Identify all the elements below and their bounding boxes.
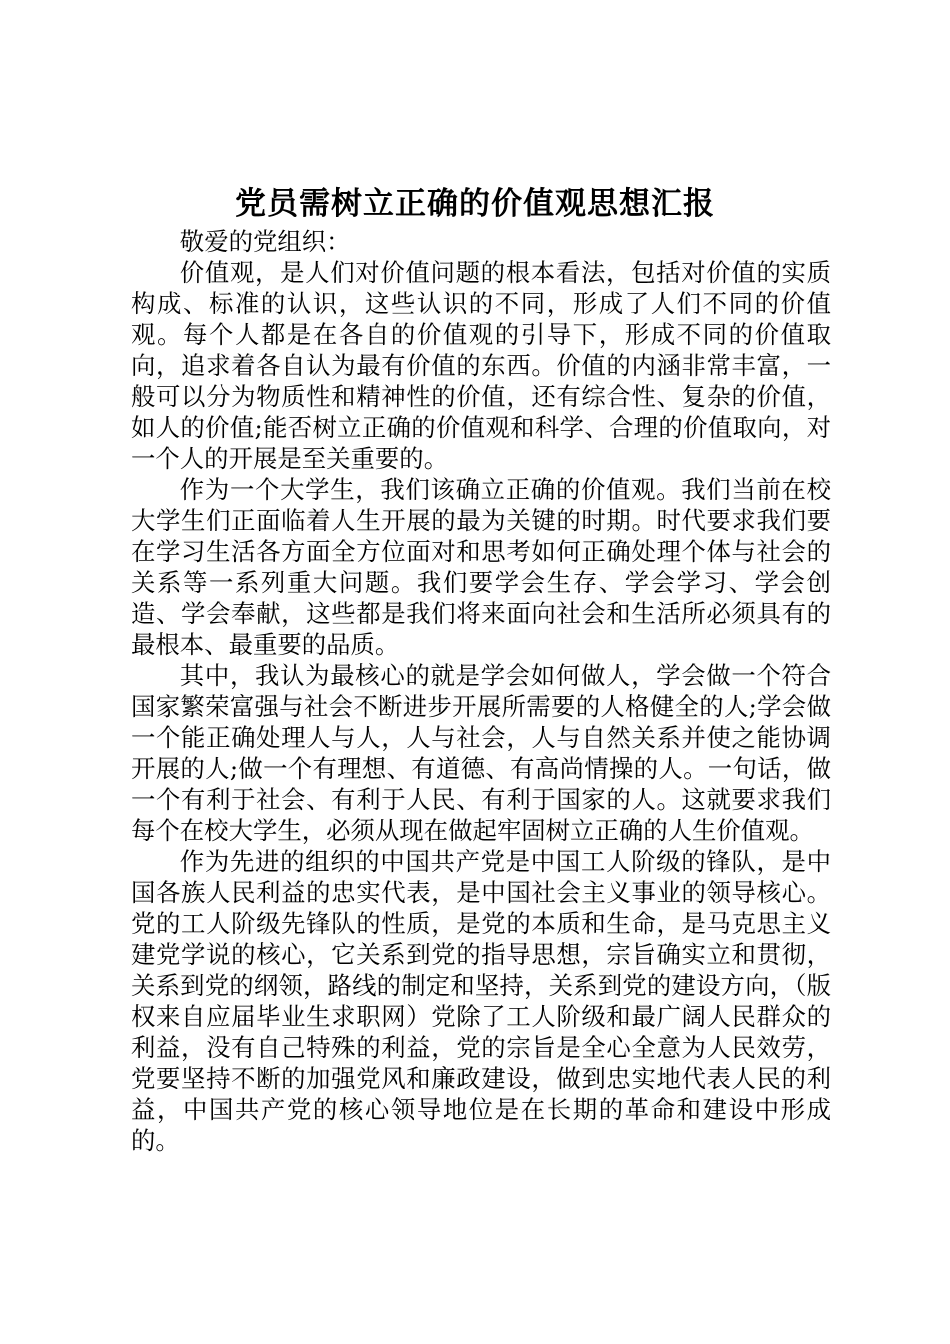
- document-title: 党员需树立正确的价值观思想汇报: [235, 186, 715, 222]
- paragraph: 价值观，是人们对价值问题的根本看法，包括对价值的实质构成、标准的认识，这些认识的不同，形成了人们不同的价值观。每个人都是在各自的价值观的引导下，形成不同的价值取向，追求着各自认为最有价值的东西。价值的内涵非常丰富，一般可以分为物质性和精神性的价值，还有综合性、复杂的价值，如人的价值;能否树立正确的价值观和科学、合理的价值取向，对一个人的开展是至关重要的。: [131, 258, 831, 473]
- paragraph: 作为一个大学生，我们该确立正确的价值观。我们当前在校大学生们正面临着人生开展的最为关键的时期。时代要求我们要在学习生活各方面全方位面对和思考如何正确处理个体与社会的关系等一系列重大问题。我们要学会生存、学会学习、学会创造、学会奉献，这些都是我们将来面向社会和生活所必须具有的最根本、最重要的品质。: [131, 475, 831, 659]
- paragraph: 作为先进的组织的中国共产党是中国工人阶级的锋队，是中国各族人民利益的忠实代表，是中国社会主义事业的领导核心。党的工人阶级先锋队的性质，是党的本质和生命，是马克思主义建党学说的核心，它关系到党的指导思想，宗旨确实立和贯彻，关系到党的纲领，路线的制定和坚持，关系到党的建设方向，（版权来自应届毕业生求职网）党除了工人阶级和最广阔人民群众的利益，没有自己特殊的利益，党的宗旨是全心全意为人民效劳，党要坚持不断的加强党风和廉政建设，做到忠实地代表人民的利益，中国共产党的核心领导地位是在长期的革命和建设中形成的。: [131, 847, 831, 1155]
- salutation: 敬爱的党组织：: [179, 227, 351, 256]
- document-body: [131, 226, 831, 1156]
- paragraph: 其中，我认为最核心的就是学会如何做人，学会做一个符合国家繁荣富强与社会不断进步开展所需要的人格健全的人;学会做一个能正确处理人与人，人与社会，人与自然关系并使之能协调开展的人;做一个有理想、有道德、有高尚情操的人。一句话，做一个有利于社会、有利于人民、有利于国家的人。这就要求我们每个在校大学生，必须从现在做起牢固树立正确的人生价值观。: [131, 661, 831, 845]
